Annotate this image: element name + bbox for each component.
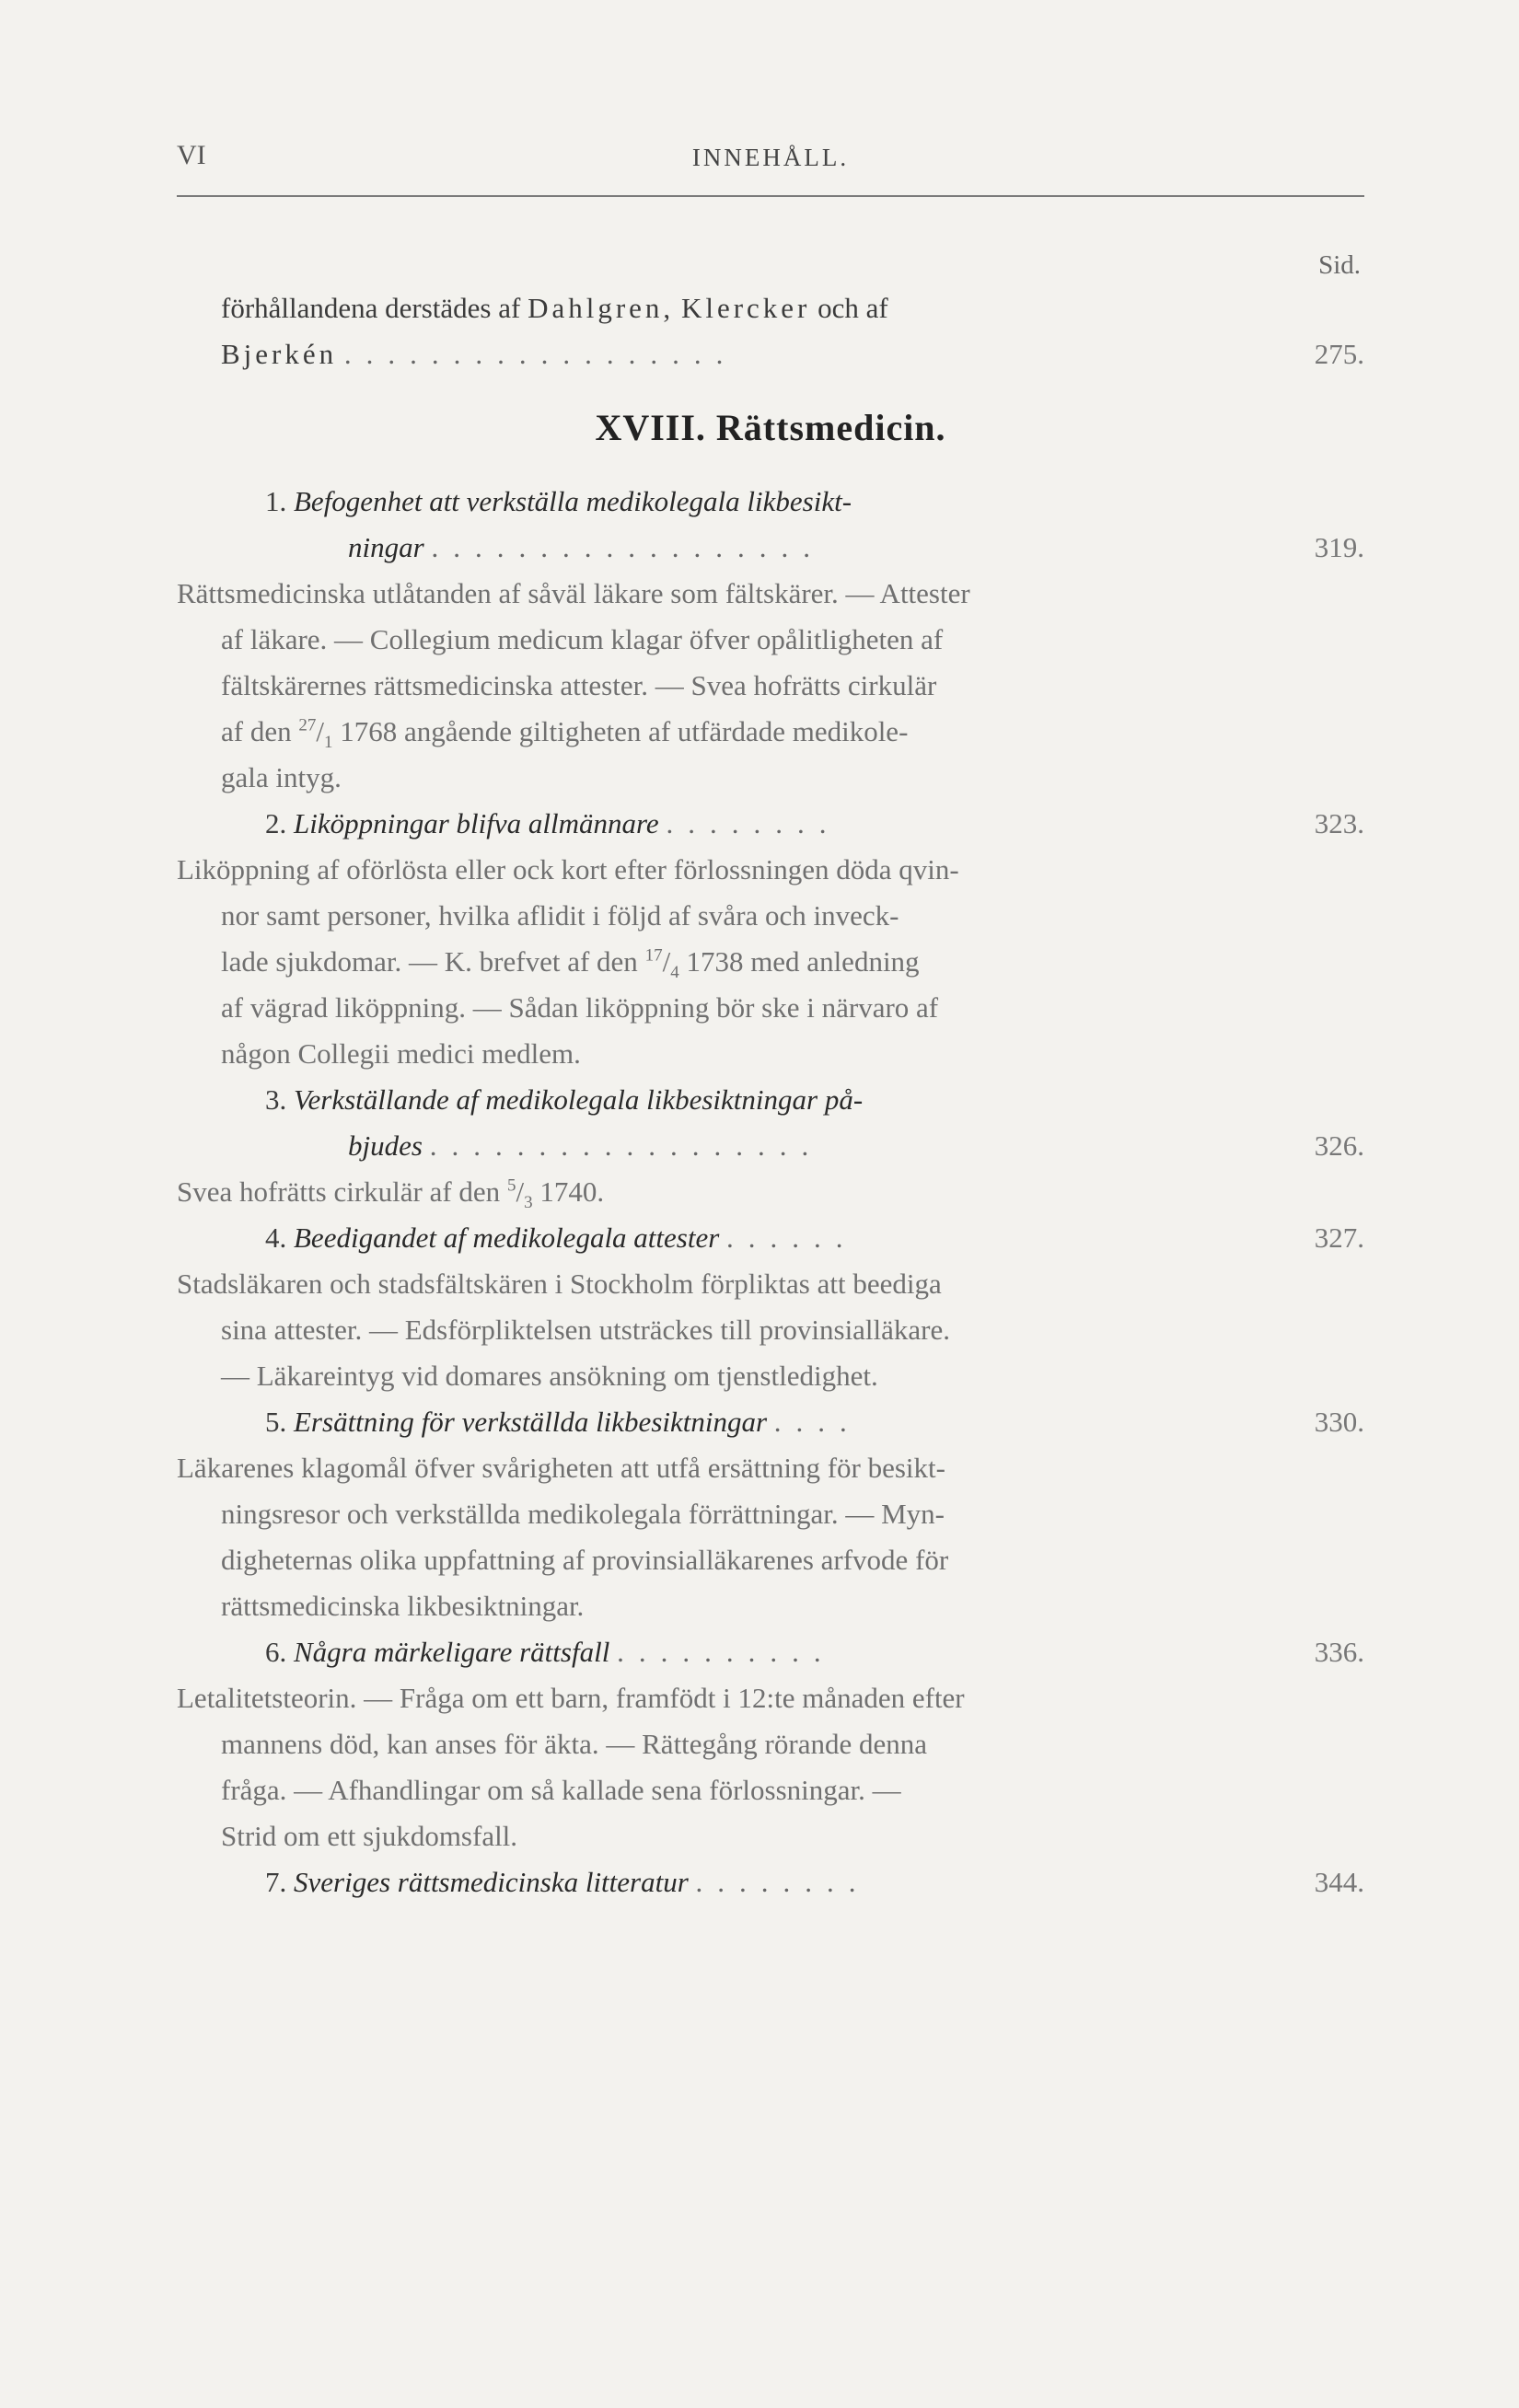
entry-1-desc-3: fältskärernes rättsmedicinska attester. — Svea hofrätts cirkulär [221,669,937,701]
page-ref: 336. [1314,1636,1364,1668]
entry-number: 3. [265,1083,287,1116]
entry-3-title-cont [177,1123,1364,1169]
desc-text: af den [221,715,292,747]
date-month: 1 [323,733,333,753]
page-ref: 326. [1314,1129,1364,1162]
entry-title: Ersättning för verkställda likbesiktningar [294,1406,768,1438]
leader-dots: ........ [666,807,841,839]
entry-3-title [177,1077,1364,1123]
entry-1-desc-2: af läkare. — Collegium medicum klagar öfver opålitligheten af [221,623,944,655]
page-ref: 330. [1314,1406,1364,1438]
entry-2-desc-1: Liköppning af oförlösta eller ock kort efter förlossningen döda qvin- [177,853,959,886]
entry-2-desc-3: lade sjukdomar. — K. brefvet af den $^{17}/_4$ 1738 med anledning [221,945,920,983]
desc-text: 1740. [539,1175,605,1208]
header-rule [177,195,1364,197]
entry-5-desc-2: ningsresor och verkställda medikolegala förrättningar. — Myn- [221,1498,945,1530]
page-ref: 275. [1314,338,1364,370]
entry-title: Befogenhet att verkställa medikolegala likbesikt- [294,485,852,517]
leader-dots: ...... [726,1221,858,1254]
entry-number: 6. [265,1636,287,1668]
entry-5-desc-3: digheternas olika uppfattning af provinsialläkarenes arfvode för [221,1544,949,1576]
entry-title: Beedigandet af medikolegala attester [294,1221,720,1254]
page-ref: 319. [1314,531,1364,563]
entry-4-title [177,1215,1364,1261]
entry-7-title [177,1859,1364,1905]
entry-number: 4. [265,1221,287,1254]
entry-4-desc-3: — Läkareintyg vid domares ansökning om tjenstledighet. [221,1360,878,1392]
desc-text: lade sjukdomar. — K. brefvet af den [221,945,638,978]
entry-1-desc-1: Rättsmedicinska utlåtanden af såväl läkare som fältskärer. — Attester [177,577,970,609]
running-title: INNEHÅLL. [691,144,850,171]
entry-title: Några märkeligare rättsfall [294,1636,610,1668]
entry-2-desc-4: af vägrad liköppning. — Sådan liköppning bör ske i närvaro af [221,991,939,1024]
date-day: 27 [298,715,317,735]
entry-4-desc-1: Stadsläkaren och stadsfältskären i Stockholm förpliktas att beediga [177,1268,942,1300]
entry-number: 7. [265,1866,287,1898]
section-title: XVIII. Rättsmedicin. [595,407,946,448]
entry-2-desc-2: nor samt personer, hvilka aflidit i följd af svåra och inveck- [221,899,899,932]
entry-title: Verkställande af medikolegala likbesiktningar på- [294,1083,864,1116]
leader-dots: .................. [431,531,825,563]
entry-title: Sveriges rättsmedicinska litteratur [294,1866,689,1898]
page-ref: 327. [1314,1221,1364,1254]
desc-text: 1738 med anledning [686,945,920,978]
page-number: VI [177,140,206,170]
entry-4-desc-2: sina attester. — Edsförpliktelsen utsträckes till provinsialläkare. [221,1314,951,1346]
leader-dots: .................. [343,338,738,370]
entry-title: Liköppningar blifva allmännare [294,807,659,839]
entry-2-desc-5: någon Collegii medici medlem. [221,1037,581,1070]
entry-1-desc-4: af den $^{27}/_1$ 1768 angående giltigheten af utfärdade medikole- [221,715,909,753]
entry-title-cont: ningar [348,531,424,563]
intro-line-1 [177,285,1364,331]
page-ref: 344. [1314,1866,1364,1898]
entry-number: 1. [265,485,287,517]
leader-dots: .......... [617,1636,836,1668]
date-day: 5 [506,1175,516,1196]
entry-5-title [177,1399,1364,1445]
intro-name-klercker: Klercker [680,292,811,324]
leader-dots: .... [773,1406,862,1438]
date-month: 3 [524,1193,533,1213]
running-head [177,140,1364,177]
leader-dots: ........ [695,1866,871,1898]
page-column-label: Sid. [1318,250,1361,280]
entry-6-desc-4: Strid om ett sjukdomsfall. [221,1820,518,1852]
page-ref: 323. [1314,807,1364,839]
entry-6-desc-1: Letalitetsteorin. — Fråga om ett barn, framfödt i 12:te månaden efter [177,1682,965,1714]
entry-1-desc-5: gala intyg. [221,761,342,793]
entry-number: 2. [265,807,287,839]
intro-text-a: förhållandena derstädes af [221,292,521,324]
entry-1-title [177,479,1364,525]
intro-name-bjerken: Bjerkén [221,338,338,370]
date-month: 4 [670,963,679,983]
entry-6-desc-3: fråga. — Afhandlingar om så kallade sena förlossningar. — [221,1774,901,1806]
leader-dots: .................. [429,1129,824,1162]
desc-text: 1768 angående giltigheten af utfärdade medikole- [340,715,909,747]
intro-text-c: och af [817,292,888,324]
date-day: 17 [644,945,663,966]
entry-6-title [177,1629,1364,1675]
desc-text: Svea hofrätts cirkulär af den [177,1175,501,1208]
table-of-contents [177,285,1364,1905]
entry-3-desc-1: Svea hofrätts cirkulär af den $^5/_3$ 1740. [177,1175,605,1213]
entry-5-desc-1: Läkarenes klagomål öfver svårigheten att utfå ersättning för besikt- [177,1452,945,1484]
entry-1-title-cont [177,525,1364,571]
intro-line-2 [177,331,1364,377]
entry-6-desc-2: mannens död, kan anses för äkta. — Rättegång rörande denna [221,1728,927,1760]
entry-5-desc-4: rättsmedicinska likbesiktningar. [221,1590,585,1622]
intro-name-dahlgren: Dahlgren, [528,292,675,324]
entry-2-title [177,801,1364,847]
entry-number: 5. [265,1406,287,1438]
entry-title-cont: bjudes [348,1129,423,1162]
